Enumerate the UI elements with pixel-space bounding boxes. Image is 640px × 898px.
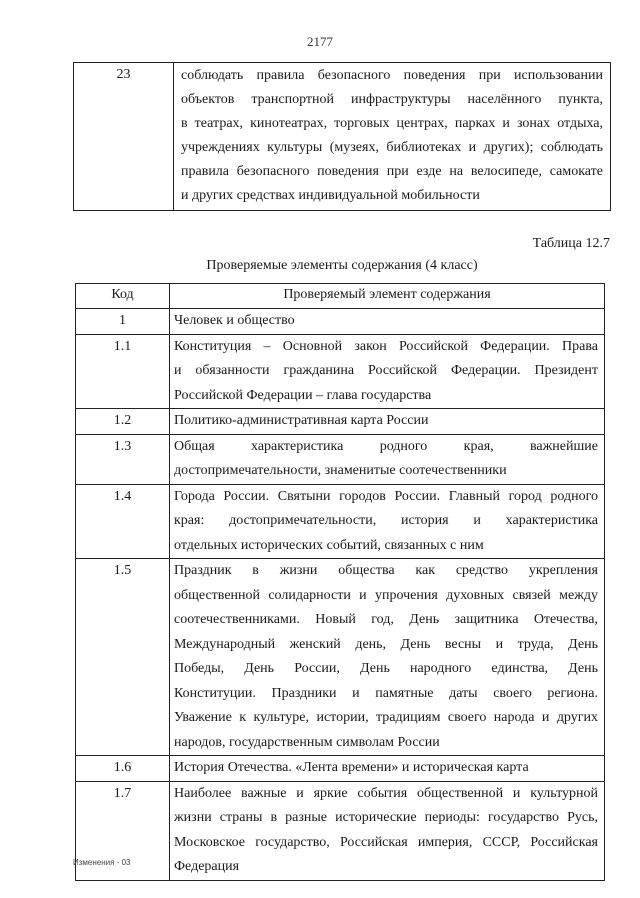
row-code: 1.3 [76,434,170,484]
text-line: Города России. Святыни городов России. Главный город родного [174,488,598,504]
table-caption: Проверяемые элементы содержания (4 класс) [206,258,478,273]
text-line: Московское государство, Российская империя, СССР, Российская [174,834,598,850]
footer-revision: Изменения - 03 [73,858,131,867]
row-code: 1.5 [76,559,170,756]
table-row [76,781,605,880]
page-number: 2177 [307,34,333,49]
table-row [76,756,605,782]
text-line: достопримечательности, знаменитые соотечественники [174,463,507,478]
text-line: соотечественниками. Новый год, День защитника Отечества, [174,612,598,627]
content-elements-table [75,283,605,881]
table-row [76,309,605,335]
text-line: История Отечества. «Лента времени» и историческая карта [174,760,529,775]
row-code: 1.1 [76,334,170,409]
text-line: общественной солидарности и упрочения духовных связей между [174,587,598,603]
text-line: Уважение к культуре, истории, традициям своего народа и других [174,710,598,725]
text-line: народов, государственным символам России [174,734,440,750]
text-line: Человек и общество [174,313,295,328]
row-text [174,63,611,211]
row-text [170,409,605,435]
text-line: объектов транспортной инфраструктуры населённого пункта, [181,92,603,107]
table-row [76,559,605,756]
text-line: Федерация [174,859,240,874]
table-header-row [76,284,605,309]
row-text [170,434,605,484]
text-line: края: достопримечательности, история и характеристика [174,513,598,528]
table-row [74,63,611,211]
text-line: соблюдать правила безопасного поведения при использовании [181,68,603,83]
row-code: 23 [74,63,174,211]
row-code: 1.7 [76,781,170,880]
text-line: учреждениях культуры (музеях, библиотеках и других); соблюдать [181,140,603,155]
text-line: правила безопасного поведения при езде на велосипеде, самокате [181,164,603,179]
row-text [170,309,605,335]
text-line: и других средствах индивидуальной мобильности [181,188,480,203]
text-line: жизни страны в разные исторические периоды: государство Русь, [174,810,598,825]
row-code: 1.4 [76,484,170,559]
text-line: Общая характеристика родного края, важнейшие [174,438,598,454]
row-text [170,484,605,559]
table-row [76,409,605,435]
text-line: и обязанности гражданина Российской Федерации. Президент [174,363,598,378]
row-text [170,559,605,756]
table-label: Таблица 12.7 [532,236,610,251]
table-row [76,334,605,409]
row-code: 1 [76,309,170,335]
row-text [170,781,605,880]
text-line: Российской Федерации – глава государства [174,387,432,403]
text-line: Международный женский день, День весны и труда, День [174,636,598,652]
row-code: 1.6 [76,756,170,782]
continued-table [73,62,611,211]
row-text [170,334,605,409]
text-line: Наиболее важные и яркие события общественной и культурной [174,785,598,801]
text-line: Политико-административная карта России [174,413,429,428]
table-row [76,434,605,484]
text-line: в театрах, кинотеатрах, торговых центрах, парках и зонах отдыха, [181,116,603,131]
text-line: Конституции. Праздники и памятные даты своего региона. [174,685,598,701]
header-element: Проверяемый элемент содержания [170,284,605,309]
text-line: отдельных исторических событий, связанных с ним [174,537,484,553]
row-text [170,756,605,782]
row-code: 1.2 [76,409,170,435]
text-line: Победы, День России, День народного единства, День [174,661,598,676]
header-code: Код [76,284,170,309]
table-row [76,484,605,559]
text-line: Конституция – Основной закон Российской Федерации. Права [174,338,598,354]
text-line: Праздник в жизни общества как средство укрепления [174,563,598,578]
